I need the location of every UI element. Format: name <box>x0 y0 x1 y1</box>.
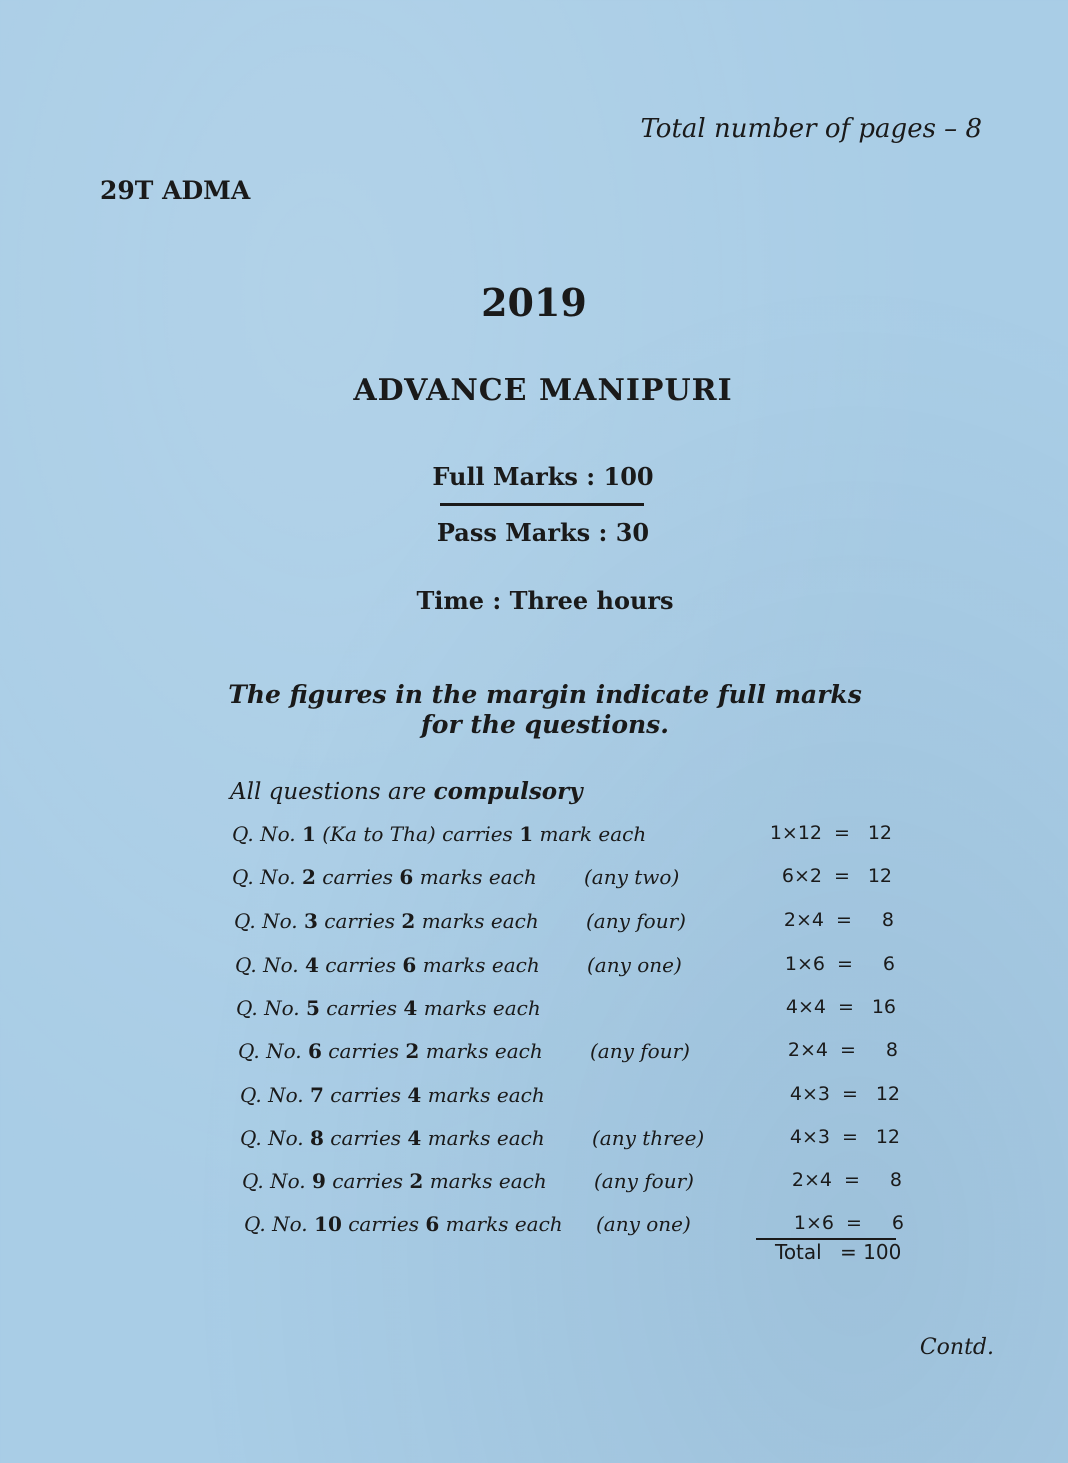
marks-suffix: marks each <box>419 1039 543 1063</box>
total-pages-note: Total number of pages – 8 <box>640 114 982 144</box>
question-prefix: Q. No. <box>236 996 307 1020</box>
marks-calculation: 1×6 <box>793 1212 834 1234</box>
question-prefix: Q. No. <box>240 1126 311 1150</box>
question-number: 4 <box>305 953 319 977</box>
marks-calculation: 4×3 <box>789 1126 830 1148</box>
marks-suffix: marks each <box>423 1169 547 1193</box>
marks-result: 12 <box>867 822 892 844</box>
marks-count: 2 <box>405 1039 420 1063</box>
question-number: 1 <box>302 822 316 846</box>
choice-note: (any two) <box>584 865 680 889</box>
question-description <box>240 1126 545 1150</box>
marks-suffix: marks each <box>416 953 540 977</box>
question-carries: (Ka to Tha) carries <box>315 822 520 846</box>
equals-sign: = <box>844 1169 860 1191</box>
question-description <box>232 865 537 889</box>
equals-sign: = <box>842 1083 858 1105</box>
marks-count: 2 <box>409 1169 424 1193</box>
marks-calculation: 2×4 <box>791 1169 832 1191</box>
marks-calculation: 4×4 <box>785 996 826 1018</box>
marks-row <box>236 996 916 1026</box>
marks-suffix: marks each <box>417 996 541 1020</box>
marks-count: 6 <box>425 1212 440 1236</box>
marks-row <box>235 953 915 983</box>
exam-year: 2019 <box>481 280 587 325</box>
question-prefix: Q. No. <box>238 1039 309 1063</box>
question-carries: carries <box>315 865 400 889</box>
question-number: 3 <box>304 909 318 933</box>
marks-row <box>232 822 912 852</box>
equals-sign: = <box>837 953 853 975</box>
question-carries: carries <box>323 1126 408 1150</box>
choice-note: (any one) <box>596 1212 691 1236</box>
question-description <box>240 1083 545 1107</box>
equals-sign: = <box>838 996 854 1018</box>
marks-result: 8 <box>885 1039 898 1061</box>
question-prefix: Q. No. <box>242 1169 313 1193</box>
marks-count: 6 <box>399 865 414 889</box>
marks-divider <box>440 503 644 506</box>
total-value: = 100 <box>840 1240 902 1264</box>
question-number: 8 <box>310 1126 324 1150</box>
marks-calculation: 2×4 <box>783 909 824 931</box>
marks-suffix: marks each <box>421 1126 545 1150</box>
question-description <box>235 953 540 977</box>
marks-count: 1 <box>519 822 534 846</box>
total-label: Total <box>775 1240 822 1264</box>
question-number: 10 <box>314 1212 342 1236</box>
choice-note: (any four) <box>590 1039 690 1063</box>
continued-note: Contd. <box>919 1335 994 1360</box>
choice-note: (any three) <box>592 1126 705 1150</box>
equals-sign: = <box>834 822 850 844</box>
question-prefix: Q. No. <box>232 865 303 889</box>
question-description <box>242 1169 547 1193</box>
marks-result: 8 <box>889 1169 902 1191</box>
exam-time: Time : Three hours <box>416 586 674 615</box>
paper-code: 29T ADMA <box>100 176 251 205</box>
question-number: 9 <box>312 1169 326 1193</box>
question-carries: carries <box>323 1083 408 1107</box>
marks-row <box>238 1039 918 1069</box>
marks-count: 4 <box>407 1083 422 1107</box>
marks-suffix: marks each <box>413 865 537 889</box>
marks-result: 6 <box>891 1212 904 1234</box>
compulsory-word: compulsory <box>433 778 583 805</box>
equals-sign: = <box>836 909 852 931</box>
question-number: 6 <box>308 1039 322 1063</box>
question-prefix: Q. No. <box>232 822 303 846</box>
marks-result: 12 <box>867 865 892 887</box>
question-prefix: Q. No. <box>235 953 306 977</box>
marks-suffix: marks each <box>421 1083 545 1107</box>
question-number: 5 <box>306 996 320 1020</box>
question-description <box>234 909 539 933</box>
question-carries: carries <box>321 1039 406 1063</box>
pass-marks: Pass Marks : 30 <box>436 518 650 547</box>
full-marks: Full Marks : 100 <box>432 462 654 491</box>
marks-result: 8 <box>881 909 894 931</box>
subject-title: ADVANCE MANIPURI <box>353 373 733 408</box>
question-description <box>232 822 646 846</box>
marks-row <box>240 1126 920 1156</box>
equals-sign: = <box>842 1126 858 1148</box>
choice-note: (any four) <box>594 1169 694 1193</box>
marks-count: 4 <box>403 996 418 1020</box>
question-description <box>244 1212 563 1236</box>
marks-row <box>234 909 914 939</box>
instruction-line-1: The figures in the margin indicate full marks <box>228 680 862 709</box>
marks-result: 12 <box>875 1126 900 1148</box>
question-carries: carries <box>317 909 402 933</box>
marks-result: 12 <box>875 1083 900 1105</box>
marks-calculation: 2×4 <box>787 1039 828 1061</box>
instruction-line-2: for the questions. <box>421 710 669 739</box>
marks-row <box>232 865 912 895</box>
marks-suffix: marks each <box>415 909 539 933</box>
equals-sign: = <box>846 1212 862 1234</box>
marks-suffix: marks each <box>439 1212 563 1236</box>
marks-calculation: 4×3 <box>789 1083 830 1105</box>
compulsory-prefix: All questions are <box>230 779 434 805</box>
question-description <box>238 1039 543 1063</box>
marks-calculation: 1×12 <box>769 822 822 844</box>
marks-calculation: 6×2 <box>781 865 822 887</box>
marks-result: 6 <box>882 953 895 975</box>
marks-suffix: mark each <box>533 822 647 846</box>
question-prefix: Q. No. <box>234 909 305 933</box>
equals-sign: = <box>834 865 850 887</box>
question-prefix: Q. No. <box>244 1212 315 1236</box>
marks-row <box>242 1169 922 1199</box>
instructions-block <box>0 680 1068 740</box>
marks-row <box>240 1083 920 1113</box>
question-description <box>236 996 541 1020</box>
equals-sign: = <box>840 1039 856 1061</box>
question-carries: carries <box>325 1169 410 1193</box>
marks-calculation: 1×6 <box>784 953 825 975</box>
compulsory-note <box>230 778 583 805</box>
choice-note: (any four) <box>586 909 686 933</box>
question-number: 7 <box>310 1083 324 1107</box>
marks-count: 4 <box>407 1126 422 1150</box>
question-prefix: Q. No. <box>240 1083 311 1107</box>
marks-count: 2 <box>401 909 416 933</box>
question-carries: carries <box>319 996 404 1020</box>
question-number: 2 <box>302 865 316 889</box>
question-carries: carries <box>318 953 403 977</box>
marks-result: 16 <box>871 996 896 1018</box>
marks-count: 6 <box>402 953 417 977</box>
question-carries: carries <box>341 1212 426 1236</box>
choice-note: (any one) <box>587 953 682 977</box>
